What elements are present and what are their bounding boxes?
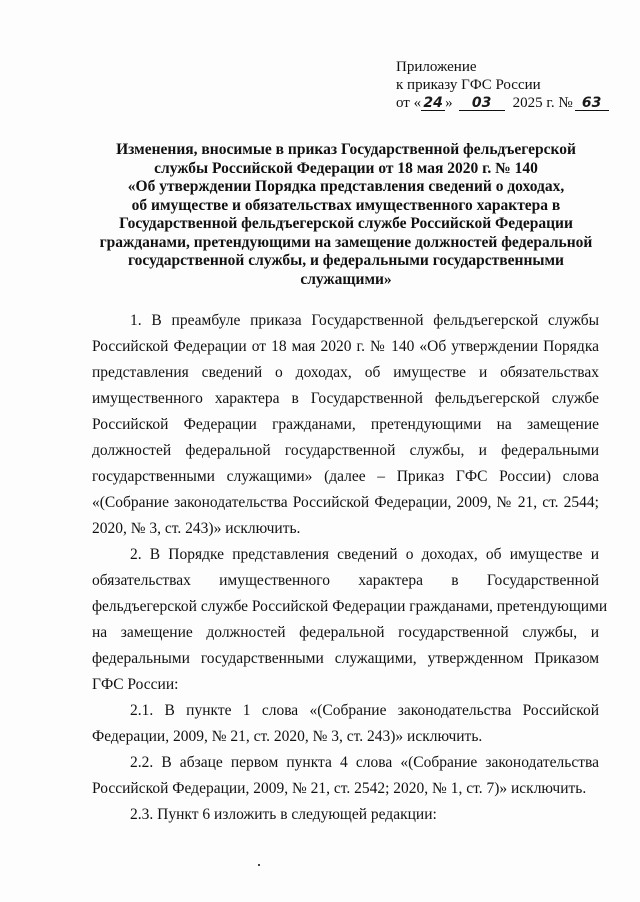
body-line: 2.3. Пункт 6 изложить в следующей редакции: — [130, 806, 437, 823]
body-line: должностей федеральной государственной службы, и федеральными — [92, 442, 599, 459]
body-line: Российской Федерации, 2009, № 21, ст. 2542; 2020, № 1, ст. 7)» исключить. — [92, 780, 587, 797]
handwritten-day: 24 — [421, 96, 445, 111]
body-line: 1. В преамбуле приказа Государственной фельдъегерской службы — [130, 312, 599, 329]
handwritten-order-number: 63 — [575, 96, 609, 111]
body-line: на замещение должностей федеральной государственной службы, и — [92, 624, 599, 641]
title-line: Государственной фельдъегерской службе Российской Федерации — [119, 215, 573, 232]
body-line: ГФС России: — [92, 676, 179, 693]
body-line: 2.1. В пункте 1 слова «(Собрание законодательства Российской — [130, 702, 599, 719]
date-prefix: от « — [396, 95, 422, 111]
date-mid: » — [445, 95, 453, 111]
order-date-line — [396, 94, 609, 112]
body-line: Российской Федерации гражданами, претендующими на замещение — [92, 416, 599, 433]
appendix-header — [396, 58, 609, 112]
body-line: 2. В Порядке представления сведений о доходах, об имуществе и — [130, 546, 599, 563]
handwritten-month: 03 — [459, 96, 505, 111]
title-line: гражданами, претендующими на замещение должностей федеральной — [99, 233, 593, 251]
body-line: 2.2. В абзаце первом пункта 4 слова «(Собрание законодательства — [130, 754, 599, 771]
title-line: «Об утверждении Порядка представления сведений о доходах, — [127, 178, 565, 195]
body-line: «(Собрание законодательства Российской Федерации, 2009, № 21, ст. 2544; — [92, 494, 599, 511]
body-line: Российской Федерации от 18 мая 2020 г. № 140 «Об утверждении Порядка — [92, 338, 599, 355]
body-line: 2020, № 3, ст. 243)» исключить. — [92, 520, 301, 537]
body-line: Федерации, 2009, № 21, ст. 2020, № 3, ст. 243)» исключить. — [92, 728, 483, 745]
title-line: государственной службы, и федеральными государственными — [128, 252, 564, 269]
scan-speck — [258, 864, 260, 866]
appendix-label: Приложение — [396, 59, 477, 75]
title-line: служащими» — [300, 270, 392, 288]
order-reference: к приказу ГФС России — [396, 77, 541, 93]
title-line: службы Российской Федерации от 18 мая 2020 г. № 140 — [154, 159, 538, 177]
body-line: обязательствах имущественного характера в Государственной — [92, 572, 599, 589]
body-line: государственными служащими» (далее – Приказ ГФС России) слова — [92, 468, 599, 485]
document-title — [60, 141, 632, 289]
body-line: фельдъегерской службе Российской Федерации гражданами, претендующими — [92, 598, 608, 615]
title-line: Изменения, вносимые в приказ Государственной фельдъегерской — [116, 141, 576, 158]
body-line: федеральными государственными служащими, утвержденном Приказом — [92, 650, 599, 667]
body-line: имущественного характера в Государственной фельдъегерской службе — [92, 390, 599, 407]
body-line: представления сведений о доходах, об имуществе и обязательствах — [92, 364, 599, 381]
title-line: об имуществе и обязательствах имущественного характера в — [131, 196, 561, 214]
year-and-number-label: 2025 г. № — [512, 95, 573, 111]
